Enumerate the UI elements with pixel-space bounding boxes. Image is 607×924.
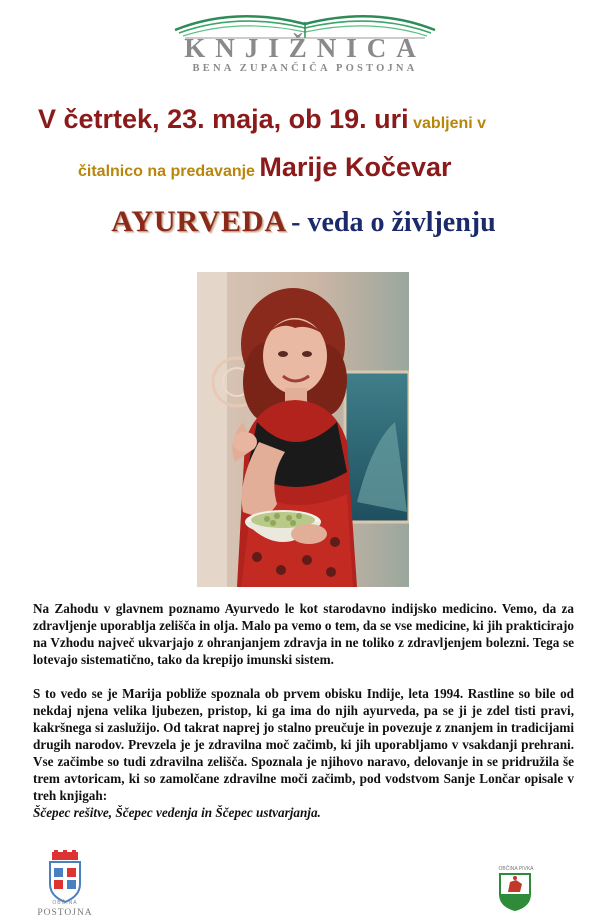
library-logo: [165, 4, 445, 76]
announcement-line-1: [38, 104, 486, 135]
announcement-line-2: [78, 152, 452, 183]
paragraph-1: Na Zahodu v glavnem poznamo Ayurvedo le kot starodavno indijsko medicino. Vemo, da za zdravljenje uporablja zelišča in olja. Malo pa vemo o tem, da se vse medicine, ki jih prakticirajo na Vzhodu največ ukvarjajo z ohranjanjem zdravja in ne toliko z zdravljenjem bolezni. Tega se lotevajo sistematično, tako da krepijo imunski sistem.: [33, 601, 574, 667]
speaker-photo: [197, 272, 409, 587]
footer-left-label: POSTOJNA: [37, 908, 93, 918]
invite-text-1: vabljeni v: [413, 115, 487, 132]
logo-title: KNJIŽNICA: [184, 33, 426, 63]
title-ayurveda: AYURVEDA: [111, 205, 288, 238]
title-subtitle: - veda o življenju: [291, 207, 496, 238]
event-date-time: V četrtek, 23. maja, ob 19. uri: [38, 104, 409, 134]
book-titles: Ščepec rešitve, Ščepec vedenja in Ščepec ustvarjanja.: [33, 805, 321, 820]
lecture-title: [0, 205, 607, 239]
paragraph-2: [33, 685, 574, 821]
speaker-name: Marije Kočevar: [259, 152, 452, 182]
speaker-photo-illustration: [197, 272, 409, 587]
article-body: [33, 600, 574, 821]
pivka-crest-icon: [498, 866, 532, 912]
logo-subtitle: BENA ZUPANČIČA POSTOJNA: [192, 63, 418, 74]
footer-left-sub: OBČINA: [52, 900, 78, 906]
invite-text-2: čitalnico na predavanje: [78, 163, 255, 180]
paragraph-2-text: S to vedo se je Marija pobliže spoznala ob prvem obisku Indije, leta 1994. Rastline so bile od nekdaj njena velika ljubezen, pristop, ki ga ima do njih ayurveda, pa se ji je zdel tisti pravi, kakršnega si zaslužijo. Od takrat naprej jo stalno preučuje in povezuje z znanjem in tradicijami drugih narodov. Prevzela je je zdravilna moč začimb, ki jih uporabljamo v vsakdanji prehrani. Vse začimbe so tudi zdravilna zelišča. Spoznala je njihovo naravo, delovanje in se pridružila še trem avtoricam, ki so zamolčane zdravilne moči začimb, pod vodstvom Sanje Lončar opisale v treh knjigah:: [33, 686, 574, 803]
footer-right-label: OBČINA PIVKA: [498, 866, 534, 872]
